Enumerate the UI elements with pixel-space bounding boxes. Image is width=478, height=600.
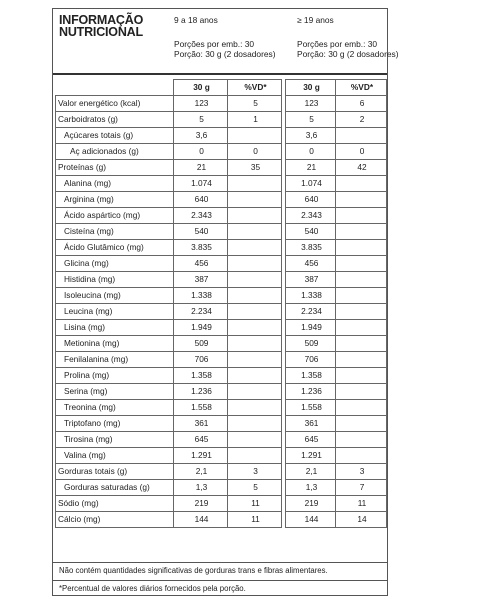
daily-value-a: 11: [228, 496, 282, 512]
amount-a: 1.558: [174, 400, 228, 416]
nutrition-table: [55, 79, 387, 528]
amount-b: 2.343: [286, 208, 336, 224]
amount-a: 123: [174, 96, 228, 112]
table-row: [56, 448, 387, 464]
daily-value-a: [228, 336, 282, 352]
amount-b: 540: [286, 224, 336, 240]
daily-value-a: 35: [228, 160, 282, 176]
daily-value-b: [336, 240, 387, 256]
nutrient-label: Histidina (mg): [56, 272, 174, 288]
amount-a: 1.358: [174, 368, 228, 384]
table-row: [56, 240, 387, 256]
daily-value-a: [228, 432, 282, 448]
daily-value-a: [228, 352, 282, 368]
table-row: [56, 352, 387, 368]
nutrient-label: Leucina (mg): [56, 304, 174, 320]
amount-a: 2.343: [174, 208, 228, 224]
amount-b: 219: [286, 496, 336, 512]
amount-a: 1.291: [174, 448, 228, 464]
amount-a: 2.234: [174, 304, 228, 320]
daily-value-a: [228, 272, 282, 288]
nutrient-label: Aç adicionados (g): [56, 144, 174, 160]
daily-value-a: 3: [228, 464, 282, 480]
table-row: [56, 208, 387, 224]
table-row: [56, 320, 387, 336]
daily-value-b: [336, 416, 387, 432]
panel-title: [59, 14, 143, 38]
nutrient-label: Gorduras totais (g): [56, 464, 174, 480]
amount-b: 1.949: [286, 320, 336, 336]
table-row: [56, 144, 387, 160]
daily-value-b: 11: [336, 496, 387, 512]
nutrient-label: Arginina (mg): [56, 192, 174, 208]
table-row: [56, 400, 387, 416]
amount-b: 0: [286, 144, 336, 160]
nutrient-label: Valor energético (kcal): [56, 96, 174, 112]
nutrient-label: Glicina (mg): [56, 256, 174, 272]
col-header-b-vd: %VD*: [336, 80, 387, 96]
amount-a: 1.074: [174, 176, 228, 192]
col-header-b-amount: 30 g: [286, 80, 336, 96]
daily-value-a: [228, 128, 282, 144]
amount-a: 645: [174, 432, 228, 448]
daily-value-b: [336, 256, 387, 272]
nutrient-label: Gorduras saturadas (g): [56, 480, 174, 496]
daily-value-b: [336, 304, 387, 320]
amount-b: 1.074: [286, 176, 336, 192]
daily-value-a: 0: [228, 144, 282, 160]
daily-value-a: [228, 384, 282, 400]
nutrient-label: Proteínas (g): [56, 160, 174, 176]
daily-value-a: [228, 288, 282, 304]
table-row: [56, 96, 387, 112]
daily-value-b: [336, 176, 387, 192]
nutrient-label: Fenilalanina (mg): [56, 352, 174, 368]
amount-a: 144: [174, 512, 228, 528]
table-row: [56, 128, 387, 144]
daily-value-a: 5: [228, 480, 282, 496]
nutrient-label: Metionina (mg): [56, 336, 174, 352]
daily-value-b: 3: [336, 464, 387, 480]
amount-b: 3,6: [286, 128, 336, 144]
amount-b: 1.338: [286, 288, 336, 304]
amount-b: 144: [286, 512, 336, 528]
table-row: [56, 464, 387, 480]
daily-value-b: [336, 352, 387, 368]
age-group-a: 9 a 18 anos: [174, 15, 218, 25]
daily-value-a: 5: [228, 96, 282, 112]
amount-a: 1,3: [174, 480, 228, 496]
daily-value-a: [228, 320, 282, 336]
amount-a: 3.835: [174, 240, 228, 256]
amount-a: 361: [174, 416, 228, 432]
portions-per-pack-a: Porções por emb.: 30: [174, 39, 255, 49]
nutrient-label: Triptofano (mg): [56, 416, 174, 432]
amount-a: 2,1: [174, 464, 228, 480]
amount-b: 706: [286, 352, 336, 368]
daily-value-a: [228, 400, 282, 416]
daily-value-a: [228, 368, 282, 384]
daily-value-a: [228, 208, 282, 224]
nutrient-label: Açúcares totais (g): [56, 128, 174, 144]
amount-b: 1.291: [286, 448, 336, 464]
amount-b: 645: [286, 432, 336, 448]
amount-b: 361: [286, 416, 336, 432]
table-row: [56, 512, 387, 528]
amount-a: 219: [174, 496, 228, 512]
portion-info-a: [174, 39, 276, 59]
amount-a: 1.949: [174, 320, 228, 336]
nutrient-label: Tirosina (mg): [56, 432, 174, 448]
amount-a: 456: [174, 256, 228, 272]
amount-b: 509: [286, 336, 336, 352]
daily-value-b: [336, 400, 387, 416]
nutrient-label: Cálcio (mg): [56, 512, 174, 528]
table-row: [56, 256, 387, 272]
table-row: [56, 288, 387, 304]
amount-b: 5: [286, 112, 336, 128]
nutrient-label: Serina (mg): [56, 384, 174, 400]
daily-value-b: 0: [336, 144, 387, 160]
daily-value-b: [336, 128, 387, 144]
daily-value-a: [228, 192, 282, 208]
amount-a: 0: [174, 144, 228, 160]
daily-value-b: [336, 192, 387, 208]
table-row: [56, 496, 387, 512]
title-line-1: INFORMAÇÃO: [59, 13, 144, 27]
daily-value-b: [336, 432, 387, 448]
daily-value-b: 7: [336, 480, 387, 496]
amount-b: 2,1: [286, 464, 336, 480]
nutrient-label: Cisteína (mg): [56, 224, 174, 240]
table-row: [56, 192, 387, 208]
amount-a: 1.236: [174, 384, 228, 400]
amount-a: 509: [174, 336, 228, 352]
header-divider: [53, 73, 387, 75]
table-row: [56, 336, 387, 352]
table-row: [56, 432, 387, 448]
amount-b: 2.234: [286, 304, 336, 320]
table-row: [56, 160, 387, 176]
amount-a: 21: [174, 160, 228, 176]
amount-a: 3,6: [174, 128, 228, 144]
table-row: [56, 112, 387, 128]
daily-value-a: [228, 176, 282, 192]
nutrient-label: Ácido aspártico (mg): [56, 208, 174, 224]
nutrient-label: Alanina (mg): [56, 176, 174, 192]
portion-size-a: Porção: 30 g (2 dosadores): [174, 49, 276, 59]
daily-value-b: [336, 224, 387, 240]
footnote-trans-fat: Não contém quantidades significativas de gorduras trans e fibras alimentares.: [53, 562, 387, 578]
col-header-a-vd: %VD*: [228, 80, 282, 96]
amount-a: 1.338: [174, 288, 228, 304]
amount-b: 1.558: [286, 400, 336, 416]
amount-a: 5: [174, 112, 228, 128]
daily-value-b: 6: [336, 96, 387, 112]
title-line-2: NUTRICIONAL: [59, 25, 143, 39]
amount-a: 540: [174, 224, 228, 240]
amount-a: 706: [174, 352, 228, 368]
daily-value-b: [336, 288, 387, 304]
nutrient-label: Prolina (mg): [56, 368, 174, 384]
nutrient-label: Carboidratos (g): [56, 112, 174, 128]
nutrient-label: Treonina (mg): [56, 400, 174, 416]
nutrient-label: Sódio (mg): [56, 496, 174, 512]
daily-value-a: 1: [228, 112, 282, 128]
table-row: [56, 480, 387, 496]
nutrient-label: Ácido Glutâmico (mg): [56, 240, 174, 256]
nutrient-label: Isoleucina (mg): [56, 288, 174, 304]
portion-size-b: Porção: 30 g (2 dosadores): [297, 49, 399, 59]
amount-b: 640: [286, 192, 336, 208]
daily-value-a: [228, 448, 282, 464]
daily-value-a: [228, 416, 282, 432]
daily-value-a: 11: [228, 512, 282, 528]
portion-info-b: [297, 39, 399, 59]
daily-value-b: 14: [336, 512, 387, 528]
footnote-daily-values: *Percentual de valores diários fornecidos pela porção.: [53, 580, 387, 596]
daily-value-a: [228, 256, 282, 272]
amount-b: 123: [286, 96, 336, 112]
daily-value-b: [336, 320, 387, 336]
table-row: [56, 384, 387, 400]
daily-value-b: [336, 384, 387, 400]
amount-b: 456: [286, 256, 336, 272]
daily-value-b: [336, 448, 387, 464]
table-row: [56, 224, 387, 240]
amount-a: 387: [174, 272, 228, 288]
amount-b: 3.835: [286, 240, 336, 256]
nutrition-facts-panel: [52, 8, 399, 596]
daily-value-a: [228, 224, 282, 240]
amount-b: 1.358: [286, 368, 336, 384]
daily-value-b: [336, 208, 387, 224]
daily-value-b: [336, 336, 387, 352]
table-row: [56, 176, 387, 192]
table-row: [56, 272, 387, 288]
nutrient-label: Valina (mg): [56, 448, 174, 464]
table-row: [56, 416, 387, 432]
daily-value-a: [228, 304, 282, 320]
age-group-b: ≥ 19 anos: [297, 15, 334, 25]
daily-value-b: [336, 272, 387, 288]
amount-a: 640: [174, 192, 228, 208]
amount-b: 1.236: [286, 384, 336, 400]
daily-value-a: [228, 240, 282, 256]
daily-value-b: 2: [336, 112, 387, 128]
column-header-row: [56, 80, 387, 96]
table-row: [56, 304, 387, 320]
amount-b: 387: [286, 272, 336, 288]
portions-per-pack-b: Porções por emb.: 30: [297, 39, 378, 49]
amount-b: 21: [286, 160, 336, 176]
daily-value-b: 42: [336, 160, 387, 176]
table-row: [56, 368, 387, 384]
col-header-a-amount: 30 g: [174, 80, 228, 96]
daily-value-b: [336, 368, 387, 384]
nutrient-label: Lisina (mg): [56, 320, 174, 336]
amount-b: 1,3: [286, 480, 336, 496]
